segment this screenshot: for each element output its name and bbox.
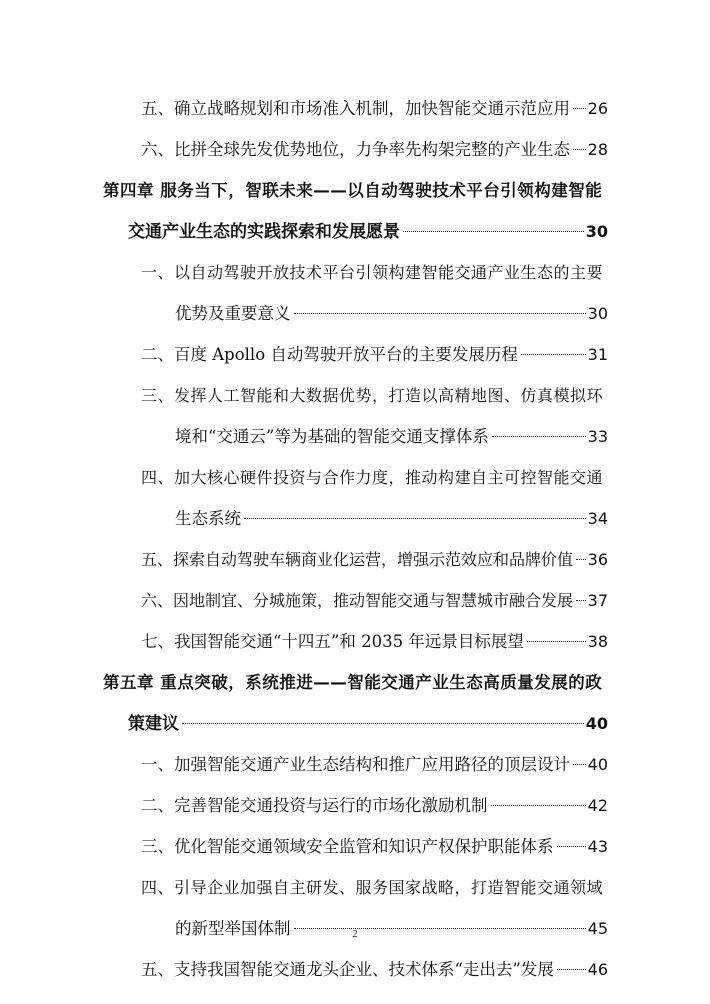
dot-leader — [573, 764, 586, 765]
toc-entry-text-line1: 三、发挥人工智能和大数据优势，打造以高精地图、仿真模拟环 — [141, 386, 604, 405]
toc-page-number: 26 — [587, 99, 608, 118]
toc-entry-5-3[interactable] — [103, 830, 608, 864]
toc-chapter-title-line2: 策建议 — [128, 714, 179, 734]
toc-page-number: 38 — [587, 632, 608, 651]
toc-chapter-title-line2: 交通产业生态的实践探索和发展愿景 — [128, 222, 400, 242]
toc-entry-text-line1: 四、引导企业加强自主研发、服务国家战略，打造智能交通领域 — [141, 878, 604, 897]
toc-entry-4-1-continued[interactable] — [103, 297, 608, 331]
dot-leader — [294, 313, 586, 314]
toc-page-number: 36 — [587, 550, 608, 569]
toc-entry-text-line2: 境和“交通云”等为基础的智能交通支撑体系 — [175, 427, 489, 446]
toc-entry-4-1[interactable] — [103, 256, 608, 290]
toc-page-number: 40 — [585, 714, 608, 733]
dot-leader — [557, 846, 586, 847]
toc-entry-4-3[interactable] — [103, 379, 608, 413]
dot-leader — [576, 600, 586, 601]
toc-entry-3-6[interactable] — [103, 133, 608, 167]
toc-entry-4-7[interactable] — [103, 625, 608, 659]
toc-entry-text: 六、因地制宜、分城施策，推动智能交通与智慧城市融合发展 — [141, 591, 574, 610]
toc-page-number: 45 — [587, 919, 608, 938]
toc-page-number: 30 — [585, 222, 608, 241]
toc-entry-5-1[interactable] — [103, 748, 608, 782]
toc-entry-text: 一、加强智能交通产业生态结构和推广应用路径的顶层设计 — [141, 755, 570, 774]
toc-entry-5-5[interactable] — [103, 953, 608, 987]
toc-entry-text-line1: 四、加大核心硬件投资与合作力度，推动构建自主可控智能交通 — [141, 468, 604, 487]
toc-entry-4-4-continued[interactable] — [103, 502, 608, 536]
dot-leader — [557, 969, 586, 970]
page-number: 2 — [352, 928, 358, 940]
dot-leader — [521, 354, 586, 355]
toc-page-number: 42 — [587, 796, 608, 815]
toc-entry-text: 六、比拼全球先发优势地位，力争率先构架完整的产业生态 — [141, 140, 570, 159]
toc-entry-text: 七、我国智能交通“十四五”和 2035 年远景目标展望 — [141, 632, 524, 651]
toc-page-number: 33 — [587, 427, 608, 446]
toc-entry-3-5[interactable] — [103, 92, 608, 126]
toc-chapter-title-line1: 第五章 重点突破，系统推进——智能交通产业生态高质量发展的政 — [103, 673, 603, 692]
dot-leader — [573, 149, 586, 150]
toc-chapter-4[interactable] — [103, 174, 608, 208]
toc-entry-text: 二、完善智能交通投资与运行的市场化激励机制 — [141, 796, 488, 815]
toc-entry-4-4[interactable] — [103, 461, 608, 495]
toc-page-number: 30 — [587, 304, 608, 323]
toc-entry-4-2[interactable] — [103, 338, 608, 372]
toc-entry-text: 五、支持我国智能交通龙头企业、技术体系“走出去”发展 — [141, 960, 554, 979]
toc-page-number: 46 — [587, 960, 608, 979]
toc-entry-text: 五、探索自动驾驶车辆商业化运营，增强示范效应和品牌价值 — [141, 550, 574, 569]
dot-leader — [491, 805, 586, 806]
toc-page-number: 43 — [587, 837, 608, 856]
toc-entry-text-line1: 一、以自动驾驶开放技术平台引领构建智能交通产业生态的主要 — [141, 263, 604, 282]
dot-leader — [576, 559, 586, 560]
toc-chapter-title-line1: 第四章 服务当下，智联未来——以自动驾驶技术平台引领构建智能 — [103, 181, 603, 200]
toc-entry-text-line2: 的新型举国体制 — [175, 919, 291, 938]
toc-chapter-5-continued[interactable] — [103, 707, 608, 741]
table-of-contents — [103, 92, 608, 987]
toc-entry-text-line2: 生态系统 — [175, 509, 241, 528]
toc-entry-4-3-continued[interactable] — [103, 420, 608, 454]
toc-chapter-5[interactable] — [103, 666, 608, 700]
toc-page-number: 28 — [587, 140, 608, 159]
toc-chapter-4-continued[interactable] — [103, 215, 608, 249]
toc-entry-text-line2: 优势及重要意义 — [175, 304, 291, 323]
toc-entry-text: 二、百度 Apollo 自动驾驶开放平台的主要发展历程 — [141, 345, 518, 364]
dot-leader — [182, 723, 584, 724]
dot-leader — [244, 518, 586, 519]
toc-entry-text: 三、优化智能交通领域安全监管和知识产权保护职能体系 — [141, 837, 554, 856]
dot-leader — [573, 108, 586, 109]
toc-page-number: 40 — [587, 755, 608, 774]
toc-entry-4-6[interactable] — [103, 584, 608, 618]
dot-leader — [492, 436, 586, 437]
dot-leader — [527, 641, 586, 642]
toc-page-number: 37 — [587, 591, 608, 610]
toc-entry-5-4[interactable] — [103, 871, 608, 905]
toc-page-number: 31 — [587, 345, 608, 364]
toc-entry-text: 五、确立战略规划和市场准入机制，加快智能交通示范应用 — [141, 99, 570, 118]
toc-page-number: 34 — [587, 509, 608, 528]
toc-entry-5-2[interactable] — [103, 789, 608, 823]
toc-entry-4-5[interactable] — [103, 543, 608, 577]
dot-leader — [403, 231, 584, 232]
